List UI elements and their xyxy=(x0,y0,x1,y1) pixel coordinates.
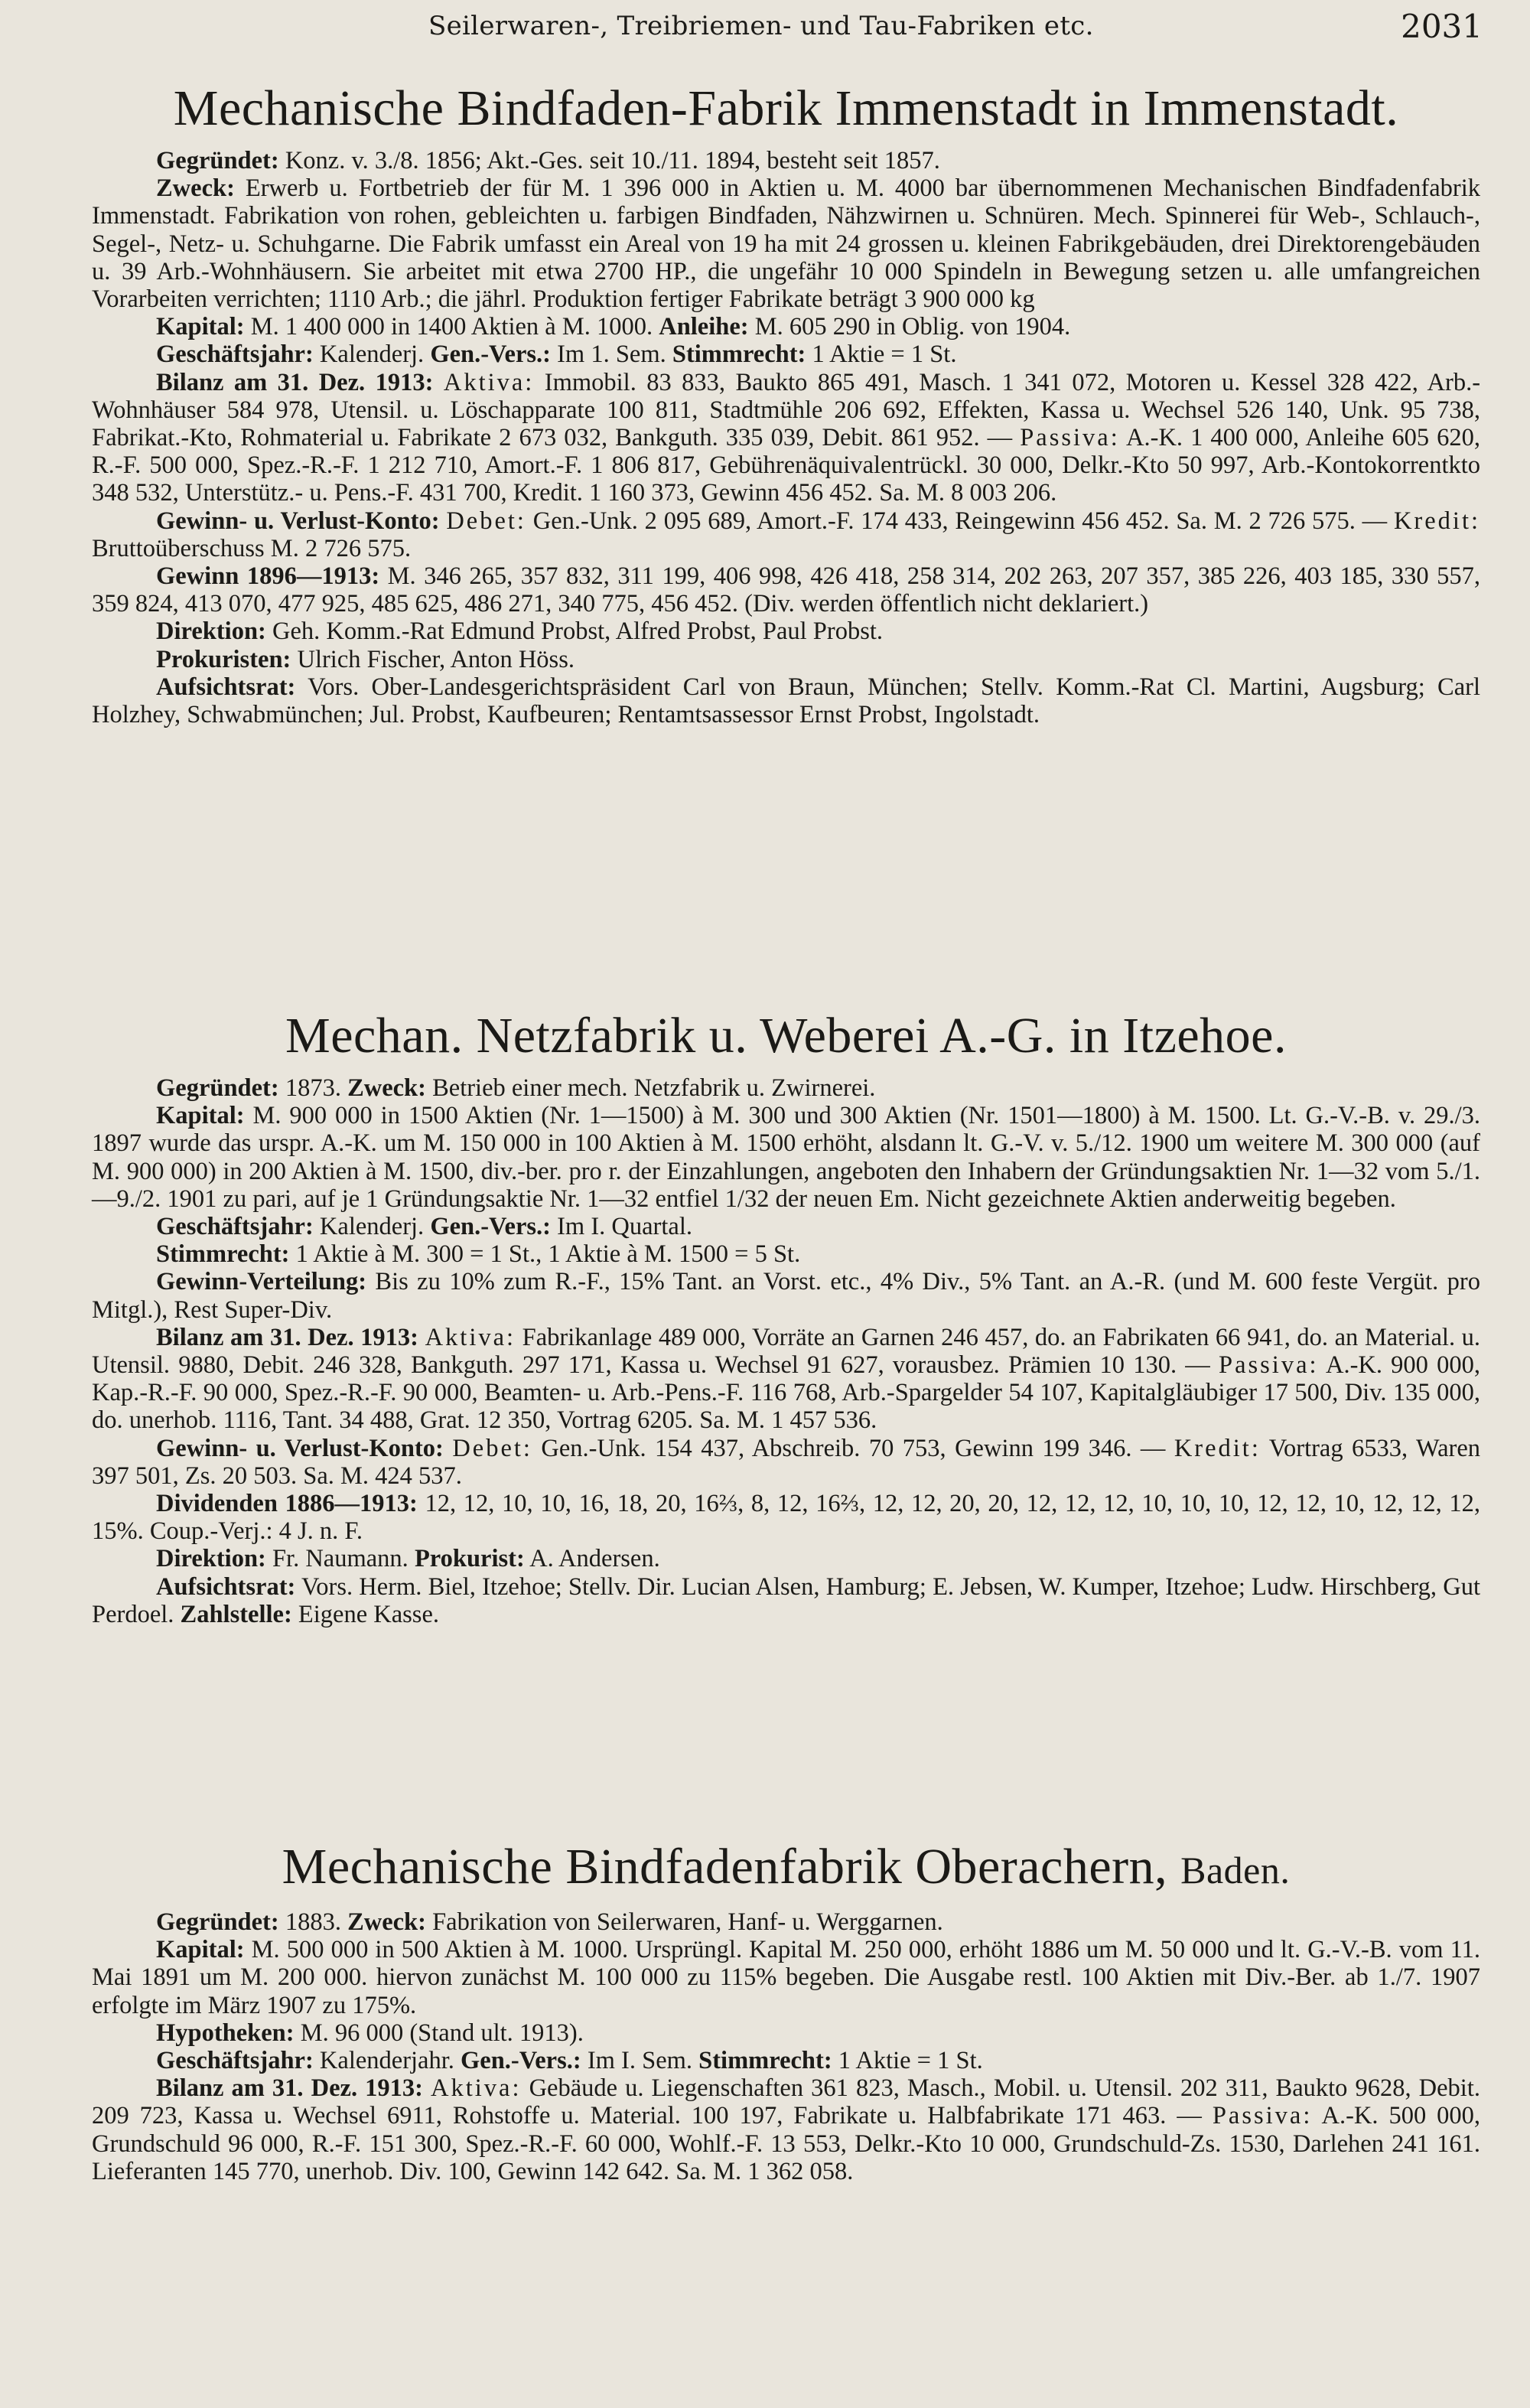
balance-paragraph: Bilanz am 31. Dez. 1913: Aktiva: Immobil. 83 833, Baukto 865 491, Masch. 1 341 072, Motoren u. Kessel 328 422, Arb.-Wohnhäuser 584 978, Utensil. u. Löschapparate 100 811, Stadtmühle 206 692, Effekten, Kassa u. Wechsel 526 140, Unk. 95 738, Fabrikat.-Kto, Rohmaterial u. Fabrikate 2 673 032, Bankguth. 335 039, Debit. 861 952. — Passiva: A.-K. 1 400 000, Anleihe 605 620, R.-F. 500 000, Spez.-R.-F. 1 212 710, Amort.-F. 1 806 817, Gebührenäquivalentrückl. 30 000, Delkr.-Kto 50 997, Arb.-Kontokorrentkto 348 532, Unterstütz.- u. Pens.-F. 431 700, Kredit. 1 160 373, Gewinn 456 452. Sa. M. 8 003 206. xyxy=(92,368,1481,507)
purpose-paragraph: Zweck: Erwerb u. Fortbetrieb der für M. 1 396 000 in Aktien u. M. 4000 bar übernommenen Mechanischen Bindfadenfabrik Immenstadt. Fabrikation von rohen, gebleichten u. farbigen Bindfaden, Nähzwirnen u. Schnüren. Mech. Spinnerei für Web-, Schlauch-, Segel-, Netz- u. Schuhgarne. Die Fabrik umfasst ein Areal von 19 ha mit 24 grossen u. kleinen Fabrikgebäuden, drei Direktorengebäuden u. 39 Arb.-Wohnhäusern. Sie arbeitet mit etwa 2700 HP., die ungefähr 10 000 Spindeln in Bewegung setzen u. alle umfangreichen Vorarbeiten verrichten; 1110 Arb.; die jährl. Produktion fertiger Fabrikate beträgt 3 900 000 kg xyxy=(92,174,1480,314)
profit-loss-paragraph: Gewinn- u. Verlust-Konto: Debet: Gen.-Unk. 154 437, Abschreib. 70 753, Gewinn 199 346. — Kredit: Vortrag 6533, Waren 397 501, Zs. 20 503. Sa. M. 424 537. xyxy=(92,1434,1480,1490)
proxies-paragraph: Prokuristen: Ulrich Fischer, Anton Höss. xyxy=(156,645,575,673)
fiscal-paragraph: Geschäftsjahr: Kalenderj. Gen.-Vers.: Im 1. Sem. Stimmrecht: 1 Aktie = 1 St. xyxy=(156,341,957,369)
entry-title: Mechanische Bindfaden-Fabrik Immenstadt in Immenstadt. xyxy=(173,80,1399,136)
entry-title: Mechanische Bindfadenfabrik Oberachern, Baden. xyxy=(282,1839,1291,1895)
profit-loss-paragraph: Gewinn- u. Verlust-Konto: Debet: Gen.-Unk. 2 095 689, Amort.-F. 174 433, Reingewinn 456 452. Sa. M. 2 726 575. — Kredit: Bruttoüberschuss M. 2 726 575. xyxy=(92,507,1481,562)
profit-history-paragraph: Gewinn 1896—1913: M. 346 265, 357 832, 311 199, 406 998, 426 418, 258 314, 202 263, 207 357, 385 226, 403 185, 330 557, 359 824, 413 070, 477 925, 485 625, 486 271, 340 775, 456 452. (Div. werden öffentlich nicht deklariert.) xyxy=(92,562,1480,618)
management-paragraph: Direktion: Geh. Komm.-Rat Edmund Probst, Alfred Probst, Paul Probst. xyxy=(156,617,884,646)
capital-paragraph: Kapital: M. 500 000 in 500 Aktien à M. 1000. Ursprüngl. Kapital M. 250 000, erhöht 1886 um M. 50 000 und lt. G.-V.-B. vom 11. Mai 1891 um M. 200 000. hiervon zunächst M. 100 000 zu 115% begeben. Die Ausgabe restl. 100 Aktien mit Div.-Ber. ab 1./7. 1907 erfolgte im März 1907 zu 175%. xyxy=(92,1936,1480,2019)
entry-title: Mechan. Netzfabrik u. Weberei A.-G. in Itzehoe. xyxy=(285,1008,1287,1064)
dividends-paragraph: Dividenden 1886—1913: 12, 12, 10, 10, 16, 18, 20, 16⅔, 8, 12, 16⅔, 12, 12, 20, 20, 12, 12, 12, 10, 10, 10, 12, 12, 10, 12, 12, 12, 15%. Coup.-Verj.: 4 J. n. F. xyxy=(92,1490,1480,1546)
capital-paragraph: Kapital: M. 1 400 000 in 1400 Aktien à M. 1000. Anleihe: M. 605 290 in Oblig. von 1904. xyxy=(156,313,1071,341)
running-head: Seilerwaren-, Treibriemen- und Tau-Fabriken etc. xyxy=(428,11,1094,41)
fiscal-paragraph: Geschäftsjahr: Kalenderj. Gen.-Vers.: Im I. Quartal. xyxy=(156,1213,692,1241)
profit-distribution-paragraph: Gewinn-Verteilung: Bis zu 10% zum R.-F., 15% Tant. an Vorst. etc., 4% Div., 5% Tant. an A.-R. (und M. 600 feste Vergüt. pro Mitgl.), Rest Super-Div. xyxy=(92,1268,1480,1324)
company-entry-oberachern xyxy=(92,1835,1480,2185)
page-number: 2031 xyxy=(1401,8,1483,45)
voting-paragraph: Stimmrecht: 1 Aktie à M. 300 = 1 St., 1 Aktie à M. 1500 = 5 St. xyxy=(156,1240,801,1269)
fiscal-paragraph: Geschäftsjahr: Kalenderjahr. Gen.-Vers.: Im I. Sem. Stimmrecht: 1 Aktie = 1 St. xyxy=(156,2047,983,2075)
supervisory-board-paragraph: Aufsichtsrat: Vors. Ober-Landesgerichtspräsident Carl von Braun, München; Stellv. Komm.-Rat Cl. Martini, Augsburg; Carl Holzhey, Schwabmünchen; Jul. Probst, Kaufbeuren; Rentamtsassessor Ernst Probst, Ingolstadt. xyxy=(92,673,1480,729)
management-paragraph: Direktion: Fr. Naumann. Prokurist: A. Andersen. xyxy=(156,1545,660,1573)
mortgages-paragraph: Hypotheken: M. 96 000 (Stand ult. 1913). xyxy=(156,2019,584,2047)
balance-paragraph: Bilanz am 31. Dez. 1913: Aktiva: Fabrikanlage 489 000, Vorräte an Garnen 246 457, do. an Fabrikaten 66 941, do. an Material. u. Utensil. 9880, Debit. 246 328, Bankguth. 297 171, Kassa u. Wechsel 91 627, vorausbez. Prämien 10 130. — Passiva: A.-K. 900 000, Kap.-R.-F. 90 000, Spez.-R.-F. 90 000, Beamten- u. Arb.-Pens.-F. 116 768, Arb.-Spargelder 54 107, Kapitalgläubiger 17 500, Div. 135 000, do. unerhob. 1116, Tant. 34 488, Grat. 12 350, Vortrag 6205. Sa. M. 1 457 536. xyxy=(92,1323,1481,1435)
founded-paragraph: Gegründet: 1873. Zweck: Betrieb einer mech. Netzfabrik u. Zwirnerei. xyxy=(156,1074,876,1102)
company-entry-itzehoe xyxy=(92,1004,1480,1628)
capital-paragraph: Kapital: M. 900 000 in 1500 Aktien (Nr. 1—1500) à M. 300 und 300 Aktien (Nr. 1501—1800) à M. 1500. Lt. G.-V.-B. v. 29./3. 1897 wurde das urspr. A.-K. um M. 150 000 in 100 Aktien à M. 1500 erhöht, alsdann lt. G.-V. v. 5./12. 1900 um weitere M. 300 000 (auf M. 900 000) in 200 Aktien à M. 1500, div.-ber. pro r. der Einzahlungen, angeboten den Inhabern der Gründungsaktien Nr. 1—32 vom 5./1.—9./2. 1901 zu pari, auf je 1 Gründungsaktie Nr. 1—32 entfiel 1/32 der neuen Em. Nicht gezeichnete Aktien anderweitig begeben. xyxy=(92,1102,1481,1213)
founded-paragraph: Gegründet: 1883. Zweck: Fabrikation von Seilerwaren, Hanf- u. Werggarnen. xyxy=(156,1908,943,1936)
founded-paragraph: Gegründet: Konz. v. 3./8. 1856; Akt.-Ges. seit 10./11. 1894, besteht seit 1857. xyxy=(156,147,940,174)
company-entry-immenstadt xyxy=(92,77,1480,728)
balance-paragraph: Bilanz am 31. Dez. 1913: Aktiva: Gebäude u. Liegenschaften 361 823, Masch., Mobil. u. Utensil. 202 311, Baukto 9628, Debit. 209 723, Kassa u. Wechsel 6911, Rohstoffe u. Material. 100 197, Fabrikate u. Halbfabrikate 171 463. — Passiva: A.-K. 500 000, Grundschuld 96 000, R.-F. 151 300, Spez.-R.-F. 60 000, Wohlf.-F. 13 553, Delkr.-Kto 10 000, Grundschuld-Zs. 1530, Darlehen 241 161. Lieferanten 145 770, unerhob. Div. 100, Gewinn 142 642. Sa. M. 1 362 058. xyxy=(92,2074,1481,2185)
supervisory-board-paragraph: Aufsichtsrat: Vors. Herm. Biel, Itzehoe; Stellv. Dir. Lucian Alsen, Hamburg; E. Jebsen, W. Kumper, Itzehoe; Ludw. Hirschberg, Gut Perdoel. Zahlstelle: Eigene Kasse. xyxy=(92,1572,1480,1628)
